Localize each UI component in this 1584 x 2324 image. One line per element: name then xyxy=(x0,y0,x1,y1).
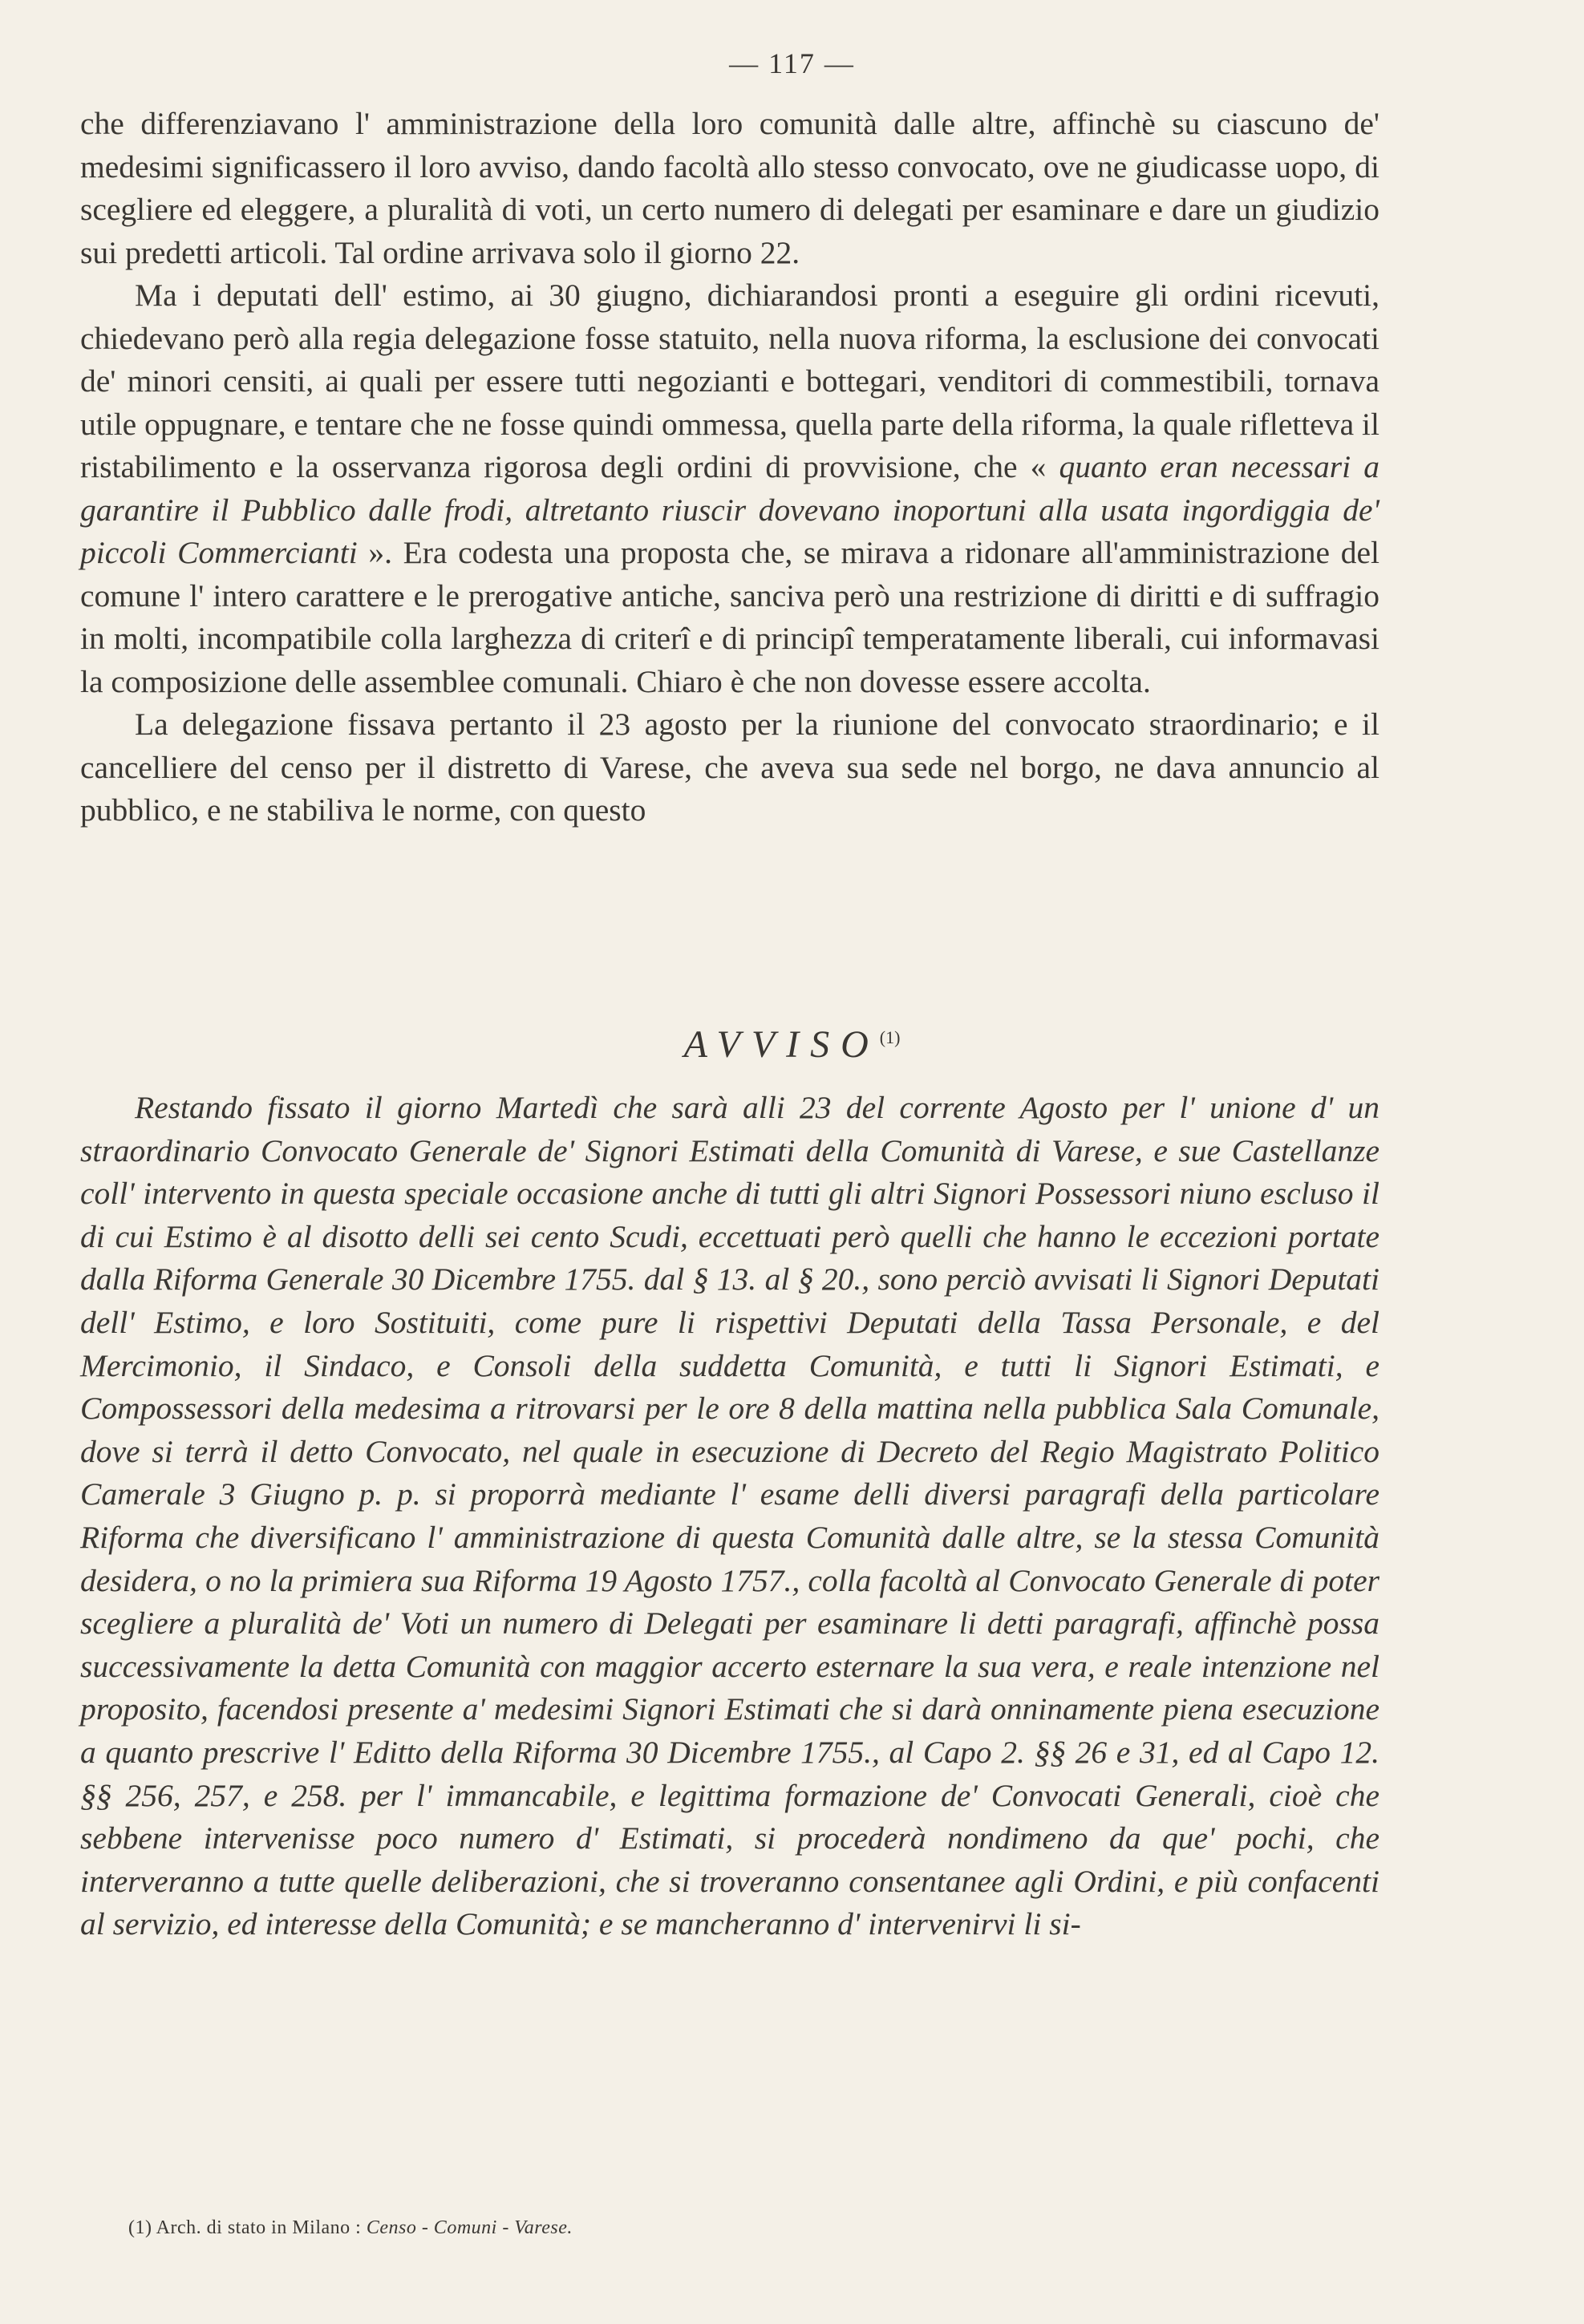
avviso-note-mark: (1) xyxy=(879,1027,901,1047)
footnote-mark: (1) xyxy=(128,2217,152,2238)
paragraph-2-text-after: ». Era codesta una proposta che, se mirava a ridonare all'amministrazione del comune l' intero carattere e le prerogative antiche, sanciva però una restrizione di diritti e di suffragio in molti, incompatibile colla larghezza di criterî e di principî temperatamente liberali, cui informavasi la composizione delle assemblee comunali. Chiaro è che non dovesse essere accolta. xyxy=(80,535,1379,699)
paragraph-2-text: Ma i deputati dell' estimo, ai 30 giugno, dichiarandosi pronti a eseguire gli ordini ricevuti, chiedevano però alla regia delegazione fosse statuito, nella nuova riforma, la esclusione dei convocati de' minori censiti, ai quali per essere tutti negozianti e bottegari, venditori di commestibili, tornava utile oppugnare, e tentare che ne fosse quindi ommessa, quella parte della riforma, la quale rifletteva il ristabilimento e la osservanza rigorosa degli ordini di provvisione, che « xyxy=(80,277,1379,484)
paragraph-1: che differenziavano l' amministrazione della loro comunità dalle altre, affinchè su ciascuno de' medesimi significassero il loro avviso, dando facoltà allo stesso convocato, ove ne giudicasse uopo, di scegliere ed eleggere, a pluralità di voti, un certo numero di delegati per esaminare e dare un giudizio sui predetti articoli. Tal ordine arrivava solo il giorno 22. xyxy=(80,106,1379,270)
avviso-title xyxy=(0,1022,1584,1067)
footnote-reference: Censo - Comuni - Varese. xyxy=(366,2217,573,2238)
body-text xyxy=(80,103,1379,832)
avviso-text: Restando fissato il giorno Martedì che sarà alli 23 del corrente Agosto per l' unione d' un straordinario Convocato Generale de' Signori Estimati della Comunità di Varese, e sue Castellanze coll' intervento in questa speciale occasione anche di tutti gli altri Signori Possessori niuno escluso il di cui Estimo è al disotto delli sei cento Scudi, eccettuati però quelli che hanno le eccezioni portate dalla Riforma Generale 30 Dicembre 1755. dal § 13. al § 20., sono perciò avvisati li Signori Deputati dell' Estimo, e loro Sostituiti, come pure li rispettivi Deputati della Tassa Personale, e del Mercimonio, il Sindaco, e Consoli della suddetta Comunità, e tutti li Signori Estimati, e Compossessori della medesima a ritrovarsi per le ore 8 della mattina nella pubblica Sala Comunale, dove si terrà il detto Convocato, nel quale in esecuzione di Decreto del Regio Magistrato Politico Camerale 3 Giugno p. p. si proporrà mediante l' esame delli diversi paragrafi della particolare Riforma che diversificano l' amministrazione di questa Comunità dalle altre, se la stessa Comunità desidera, o no la primiera sua Riforma 19 Agosto 1757., colla facoltà al Convocato Generale di poter scegliere a pluralità de' Voti un numero di Delegati per esaminare li detti paragrafi, affinchè possa successivamente la detta Comunità con maggior accerto esternare la sua vera, e reale intenzione nel proposito, facendosi presente a' medesimi Signori Estimati che si darà onninamente piena esecuzione a quanto prescrive l' Editto della Riforma 30 Dicembre 1755., al Capo 2. §§ 26 e 31, ed al Capo 12. §§ 256, 257, e 258. per l' immancabile, e legittima formazione de' Convocati Generali, cioè che sebbene intervenisse poco numero d' Estimati, si procederà nondimeno da que' pochi, che interveranno a tutte quelle deliberazioni, che si troveranno consentanee agli Ordini, e più confacenti al servizio, ed interesse della Comunità; e se mancheranno d' intervenirvi li si- xyxy=(80,1090,1379,1942)
footnote-source: Arch. di stato in Milano : xyxy=(156,2217,362,2238)
avviso-title-text: AVVISO xyxy=(683,1023,880,1066)
paragraph-3: La delegazione fissava pertanto il 23 agosto per la riunione del convocato straordinario; e il cancelliere del censo per il distretto di Varese, che aveva sua sede nel borgo, ne dava annuncio al pubblico, e ne stabiliva le norme, con questo xyxy=(80,707,1379,828)
page-number: — 117 — xyxy=(729,47,855,79)
footnote xyxy=(128,2217,573,2239)
paragraph-2 xyxy=(80,274,1379,703)
paragraph-2-quote: quanto eran necessari a garantire il Pubblico dalle frodi, altretanto riuscir dovevano inoportuni alla usata ingordiggia de' piccoli Commercianti xyxy=(80,449,1379,570)
